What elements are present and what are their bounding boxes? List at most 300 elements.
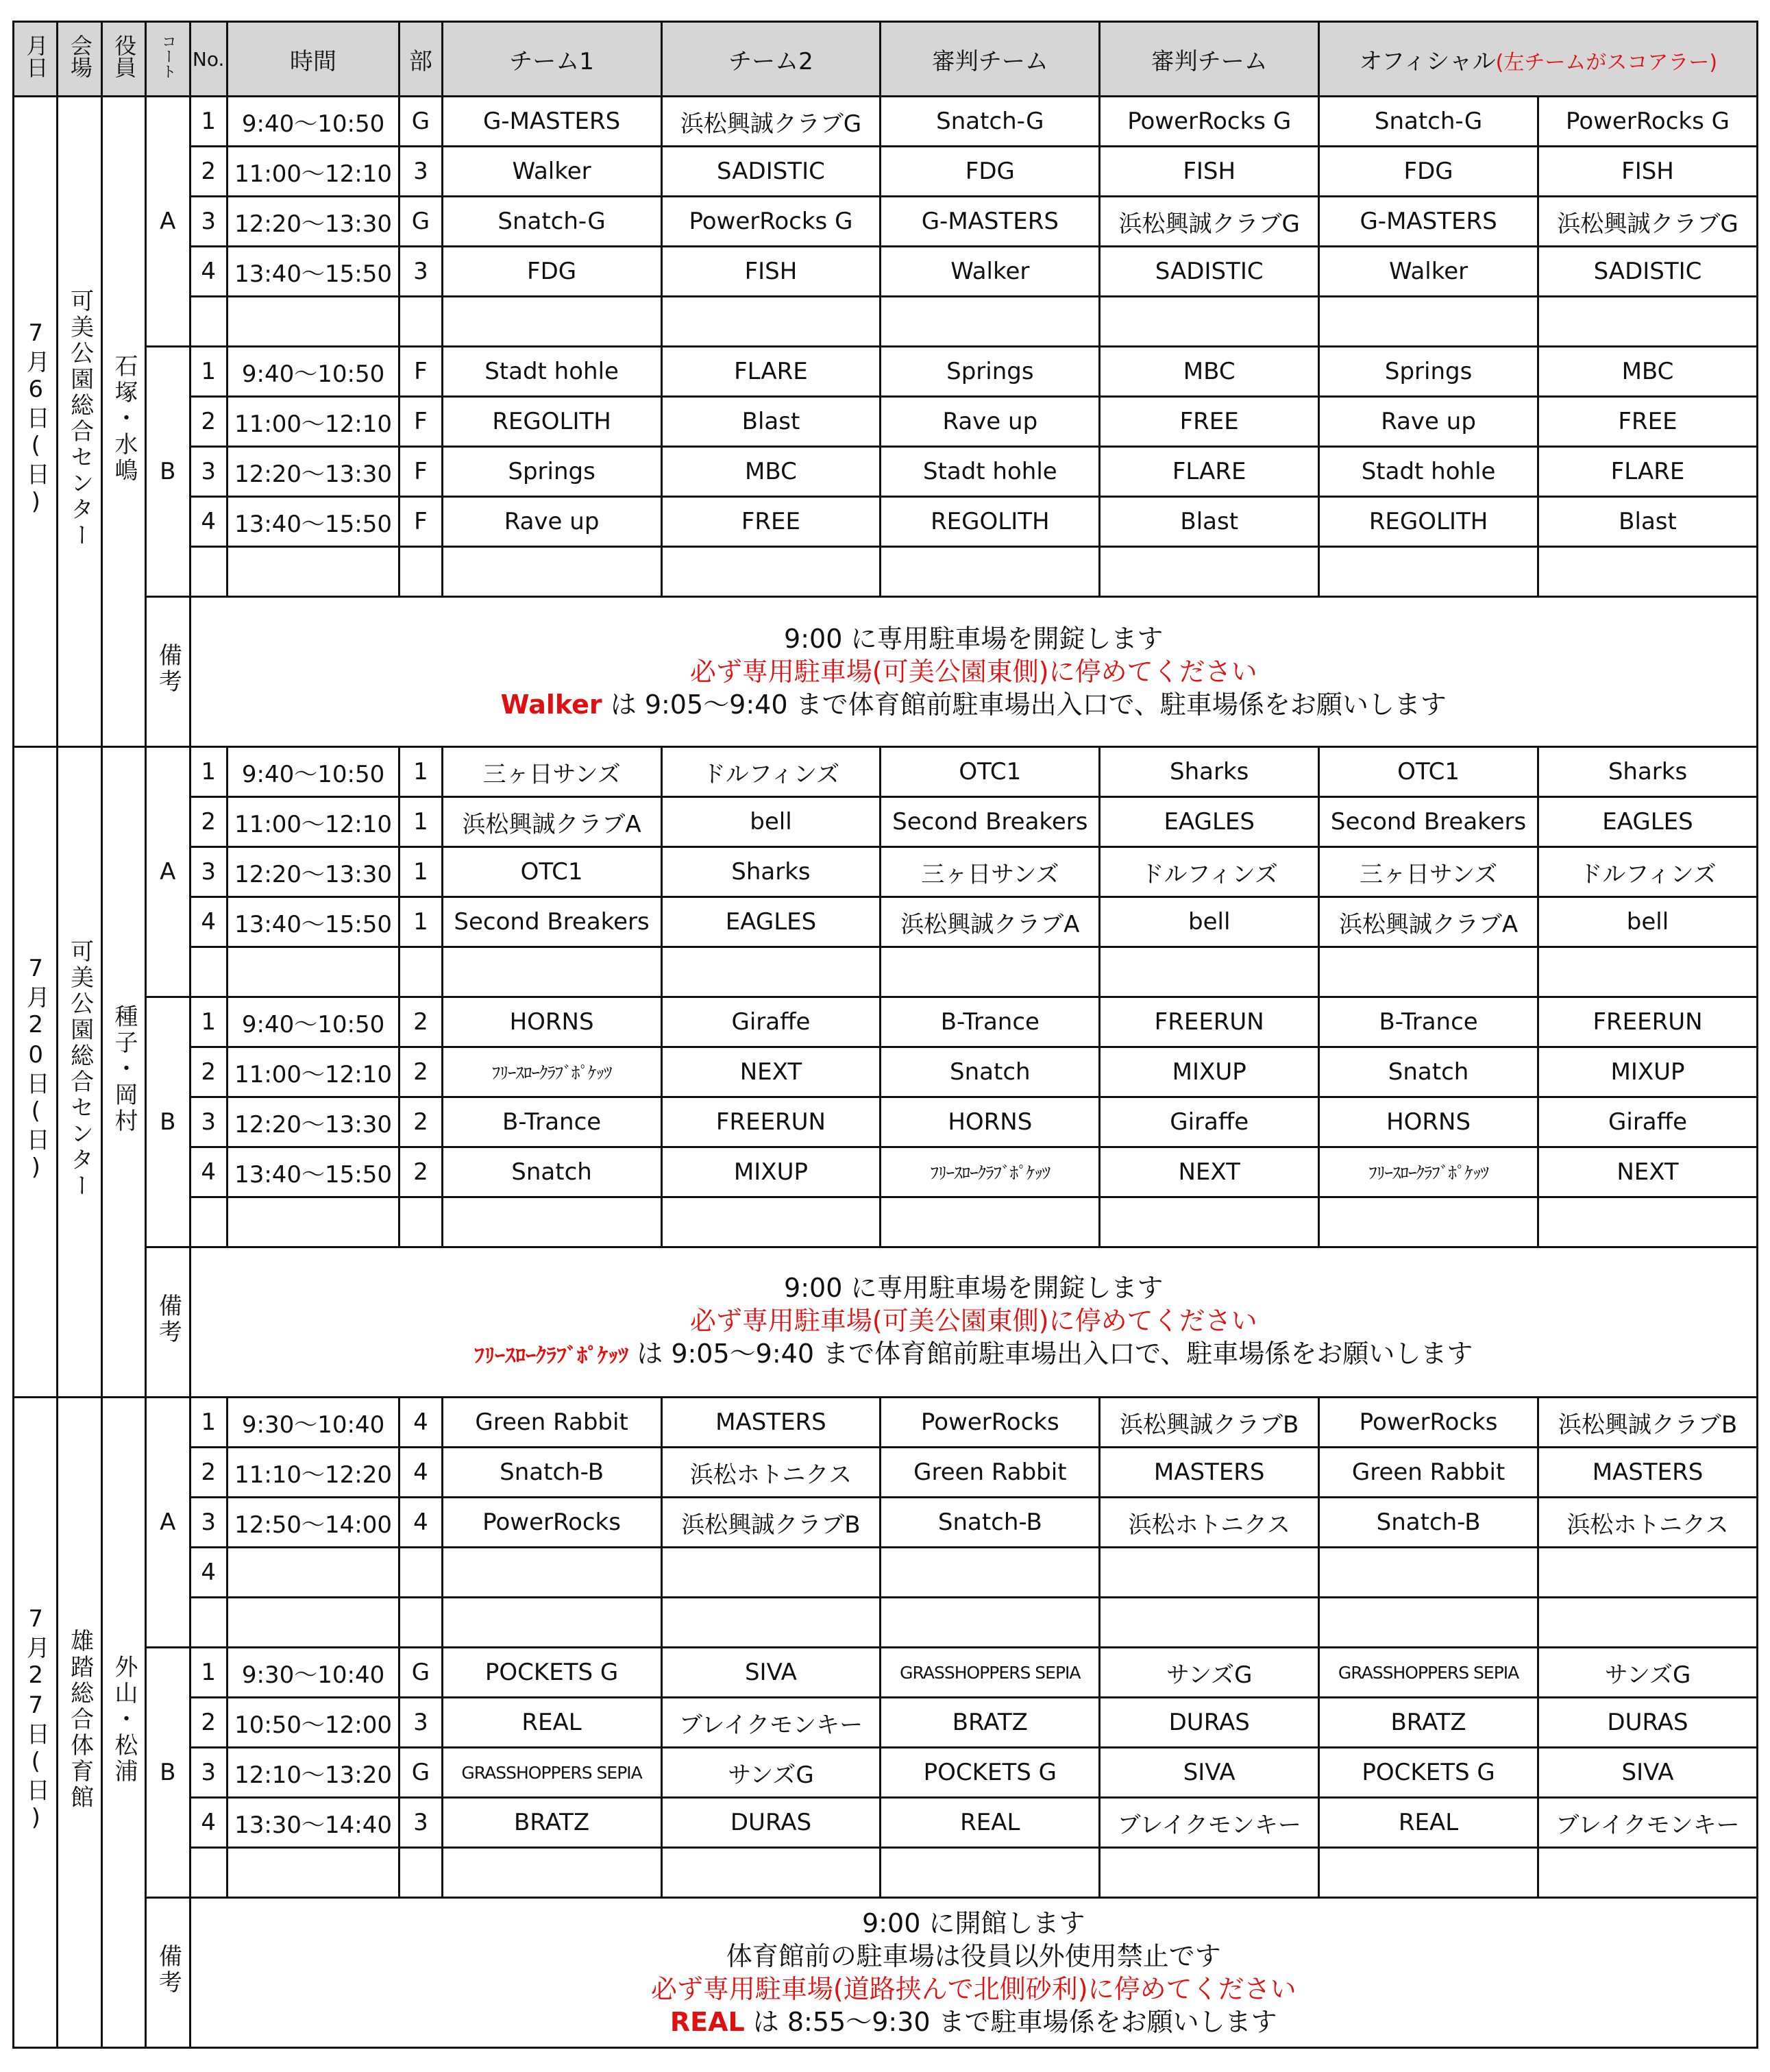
referee2: ドルフィンズ: [1100, 847, 1319, 897]
team1: [442, 297, 661, 347]
duty-team: REAL: [669, 2007, 745, 2037]
division: [400, 297, 442, 347]
team2: Sharks: [661, 847, 881, 897]
table-row: [14, 1197, 1758, 1247]
match-no: 3: [190, 197, 227, 247]
match-no: 4: [190, 1548, 227, 1598]
referee2: EAGLES: [1100, 797, 1319, 847]
team2: NEXT: [661, 1047, 881, 1097]
team2: [661, 1848, 881, 1898]
division: 2: [400, 1047, 442, 1097]
day-venue-text: 雄踏総合体育館: [66, 1628, 94, 1811]
division: [400, 947, 442, 997]
official1: ﾌﾘｰｽﾛｰｸﾗﾌﾞﾎﾟｹｯﾂ: [1319, 1147, 1538, 1197]
match-no: [190, 297, 227, 347]
official2: [1538, 1848, 1758, 1898]
table-row: [14, 247, 1758, 297]
referee1: [881, 1197, 1100, 1247]
division: [400, 1548, 442, 1598]
team1: REGOLITH: [442, 397, 661, 447]
team2: DURAS: [661, 1798, 881, 1848]
referee1: [881, 1848, 1100, 1898]
table-row: [14, 797, 1758, 847]
official1: Snatch-B: [1319, 1498, 1538, 1548]
official2: [1538, 547, 1758, 597]
notes-label: [146, 1898, 190, 2048]
division: 3: [400, 247, 442, 297]
team2: PowerRocks G: [661, 197, 881, 247]
table-row: [14, 147, 1758, 197]
table-row: [14, 347, 1758, 397]
notes-line-parking: 必ず専用駐車場(道路挟んで北側砂利)に停めてください: [650, 1974, 1296, 2004]
match-no: 1: [190, 97, 227, 147]
notes-label-text: 備考: [154, 1943, 182, 1996]
official2: EAGLES: [1538, 797, 1758, 847]
referee2: [1100, 1197, 1319, 1247]
match-no: 1: [190, 347, 227, 397]
referee2: FREE: [1100, 397, 1319, 447]
table-row: [14, 1798, 1758, 1848]
official2: ドルフィンズ: [1538, 847, 1758, 897]
referee1: Stadt hohle: [881, 447, 1100, 497]
referee2: [1100, 297, 1319, 347]
match-time: 13:40〜15:50: [227, 497, 399, 547]
referee1: HORNS: [881, 1097, 1100, 1147]
team2: ブレイクモンキー: [661, 1698, 881, 1748]
team2: FREERUN: [661, 1097, 881, 1147]
table-row: [14, 1398, 1758, 1448]
division: 3: [400, 147, 442, 197]
header-staff: 役員: [101, 22, 145, 97]
court-label: A: [146, 97, 190, 347]
team2: サンズG: [661, 1748, 881, 1798]
match-time: [227, 547, 399, 597]
match-time: 11:00〜12:10: [227, 1047, 399, 1097]
team2: [661, 1598, 881, 1648]
official2: [1538, 1548, 1758, 1598]
team1: B-Trance: [442, 1097, 661, 1147]
division: 1: [400, 847, 442, 897]
referee1: 浜松興誠クラブA: [881, 897, 1100, 947]
match-time: 11:00〜12:10: [227, 797, 399, 847]
schedule-table: [12, 21, 1758, 2049]
referee2: Blast: [1100, 497, 1319, 547]
referee1: Snatch-G: [881, 97, 1100, 147]
match-no: 3: [190, 1498, 227, 1548]
team2: Blast: [661, 397, 881, 447]
referee2: 浜松興誠クラブG: [1100, 197, 1319, 247]
match-no: [190, 1197, 227, 1247]
referee2: FREERUN: [1100, 997, 1319, 1047]
notes-line-duty: [191, 1337, 1757, 1373]
team2: [661, 297, 881, 347]
match-no: 4: [190, 897, 227, 947]
table-row: [14, 297, 1758, 347]
division: 3: [400, 1698, 442, 1748]
table-row: [14, 197, 1758, 247]
official2: [1538, 1197, 1758, 1247]
official2: 浜松興誠クラブG: [1538, 197, 1758, 247]
official1: B-Trance: [1319, 997, 1538, 1047]
match-no: 3: [190, 847, 227, 897]
referee2: SADISTIC: [1100, 247, 1319, 297]
division: G: [400, 97, 442, 147]
match-no: 4: [190, 1147, 227, 1197]
team1: Rave up: [442, 497, 661, 547]
notes-label-text: 備考: [154, 642, 182, 695]
team1: GRASSHOPPERS SEPIA: [442, 1748, 661, 1798]
referee1: OTC1: [881, 747, 1100, 797]
referee2: サンズG: [1100, 1648, 1319, 1698]
official1: [1319, 1598, 1538, 1648]
referee1: 三ヶ日サンズ: [881, 847, 1100, 897]
day-date: [14, 97, 58, 747]
court-label: B: [146, 347, 190, 597]
match-time: 13:40〜15:50: [227, 1147, 399, 1197]
official1: Stadt hohle: [1319, 447, 1538, 497]
team1: 三ヶ日サンズ: [442, 747, 661, 797]
official2: SADISTIC: [1538, 247, 1758, 297]
official1: [1319, 1197, 1538, 1247]
table-row: [14, 1147, 1758, 1197]
header-no: No.: [190, 22, 227, 97]
duty-text: は 8:55〜9:30 まで駐車場係をお願いします: [744, 2007, 1277, 2037]
team1: BRATZ: [442, 1798, 661, 1848]
official2: [1538, 1598, 1758, 1648]
match-time: 10:50〜12:00: [227, 1698, 399, 1748]
referee2: FLARE: [1100, 447, 1319, 497]
match-no: 3: [190, 447, 227, 497]
official1: REGOLITH: [1319, 497, 1538, 547]
match-no: 4: [190, 1798, 227, 1848]
notes-line-parking: 必ず専用駐車場(可美公園東側)に停めてください: [689, 1306, 1257, 1336]
official1: G-MASTERS: [1319, 197, 1538, 247]
referee1: [881, 1548, 1100, 1598]
referee1: BRATZ: [881, 1698, 1100, 1748]
referee1: [881, 297, 1100, 347]
official1: Snatch-G: [1319, 97, 1538, 147]
match-no: 2: [190, 1698, 227, 1748]
header-row: [14, 22, 1758, 97]
official1: REAL: [1319, 1798, 1538, 1848]
team2: FLARE: [661, 347, 881, 397]
duty-team: Walker: [500, 690, 602, 720]
official2: MASTERS: [1538, 1448, 1758, 1498]
notes-line-duty: [191, 688, 1757, 721]
official1: BRATZ: [1319, 1698, 1538, 1748]
header-referee2: 審判チーム: [1100, 22, 1319, 97]
official1: GRASSHOPPERS SEPIA: [1319, 1648, 1538, 1698]
header-official-label: オフィシャル: [1359, 47, 1496, 75]
notes-label: [146, 1247, 190, 1398]
day-staff: [101, 1398, 145, 2048]
day-staff: [101, 97, 145, 747]
match-time: [227, 1848, 399, 1898]
notes-row: [14, 1898, 1758, 2048]
official1: Springs: [1319, 347, 1538, 397]
court-label: A: [146, 747, 190, 997]
day-staff: [101, 747, 145, 1398]
official1: PowerRocks: [1319, 1398, 1538, 1448]
match-time: 13:40〜15:50: [227, 897, 399, 947]
day-date: [14, 747, 58, 1398]
header-referee1: 審判チーム: [881, 22, 1100, 97]
table-row: [14, 1598, 1758, 1648]
official1: 三ヶ日サンズ: [1319, 847, 1538, 897]
match-time: 9:30〜10:40: [227, 1398, 399, 1448]
official1: [1319, 297, 1538, 347]
official2: サンズG: [1538, 1648, 1758, 1698]
match-time: [227, 1197, 399, 1247]
day-date-text: 7月27日(日): [22, 1605, 50, 1834]
team2: [661, 1197, 881, 1247]
referee2: bell: [1100, 897, 1319, 947]
team1: [442, 947, 661, 997]
team2: [661, 947, 881, 997]
day-staff-text: 外山・松浦: [110, 1654, 138, 1785]
team1: OTC1: [442, 847, 661, 897]
division: F: [400, 397, 442, 447]
official2: Blast: [1538, 497, 1758, 547]
team1: FDG: [442, 247, 661, 297]
table-row: [14, 1698, 1758, 1748]
team2: bell: [661, 797, 881, 847]
notes-line-duty: [191, 2006, 1757, 2038]
match-time: 12:10〜13:20: [227, 1748, 399, 1798]
header-date: 月日: [14, 22, 58, 97]
division: 1: [400, 747, 442, 797]
official2: MBC: [1538, 347, 1758, 397]
referee2: MIXUP: [1100, 1047, 1319, 1097]
team1: G-MASTERS: [442, 97, 661, 147]
division: G: [400, 197, 442, 247]
team1: Green Rabbit: [442, 1398, 661, 1448]
referee1: [881, 547, 1100, 597]
referee2: 浜松ホトニクス: [1100, 1498, 1319, 1548]
official2: bell: [1538, 897, 1758, 947]
match-no: 2: [190, 1047, 227, 1097]
referee1: POCKETS G: [881, 1748, 1100, 1798]
official1: [1319, 1848, 1538, 1898]
team1: [442, 1197, 661, 1247]
table-row: [14, 1097, 1758, 1147]
referee1: ﾌﾘｰｽﾛｰｸﾗﾌﾞﾎﾟｹｯﾂ: [881, 1147, 1100, 1197]
division: [400, 1848, 442, 1898]
match-time: 12:20〜13:30: [227, 847, 399, 897]
duty-team: ﾌﾘｰｽﾛｰｸﾗﾌﾞﾎﾟｹｯﾂ: [474, 1344, 629, 1368]
match-no: 1: [190, 1398, 227, 1448]
official2: MIXUP: [1538, 1047, 1758, 1097]
match-time: 11:00〜12:10: [227, 397, 399, 447]
match-no: 2: [190, 397, 227, 447]
match-no: 2: [190, 147, 227, 197]
match-no: 4: [190, 497, 227, 547]
match-no: 2: [190, 1448, 227, 1498]
division: G: [400, 1648, 442, 1698]
official1: [1319, 947, 1538, 997]
table-row: [14, 447, 1758, 497]
team1: Snatch: [442, 1147, 661, 1197]
team1: Second Breakers: [442, 897, 661, 947]
official2: 浜松興誠クラブB: [1538, 1398, 1758, 1448]
official2: FLARE: [1538, 447, 1758, 497]
division: G: [400, 1748, 442, 1798]
referee2: DURAS: [1100, 1698, 1319, 1748]
table-row: [14, 397, 1758, 447]
match-time: [227, 297, 399, 347]
division: F: [400, 497, 442, 547]
day-date-text: 7月6日(日): [22, 319, 50, 518]
match-time: 9:40〜10:50: [227, 747, 399, 797]
table-row: [14, 997, 1758, 1047]
referee2: [1100, 947, 1319, 997]
division: [400, 1598, 442, 1648]
match-time: 12:20〜13:30: [227, 447, 399, 497]
match-time: [227, 947, 399, 997]
team1: Walker: [442, 147, 661, 197]
team2: SIVA: [661, 1648, 881, 1698]
official1: Walker: [1319, 247, 1538, 297]
division: 2: [400, 1147, 442, 1197]
referee2: [1100, 547, 1319, 597]
division: 4: [400, 1398, 442, 1448]
official1: 浜松興誠クラブA: [1319, 897, 1538, 947]
table-row: [14, 947, 1758, 997]
division: 3: [400, 1798, 442, 1848]
official1: OTC1: [1319, 747, 1538, 797]
referee1: PowerRocks: [881, 1398, 1100, 1448]
match-time: 12:20〜13:30: [227, 197, 399, 247]
official2: Giraffe: [1538, 1097, 1758, 1147]
match-no: 1: [190, 1648, 227, 1698]
team1: ﾌﾘｰｽﾛｰｸﾗﾌﾞﾎﾟｹｯﾂ: [442, 1047, 661, 1097]
referee1: REAL: [881, 1798, 1100, 1848]
notes-content: [190, 597, 1758, 747]
notes-content: [190, 1247, 1758, 1398]
team2: FISH: [661, 247, 881, 297]
team2: MASTERS: [661, 1398, 881, 1448]
official2: [1538, 947, 1758, 997]
match-time: 13:40〜15:50: [227, 247, 399, 297]
official1: FDG: [1319, 147, 1538, 197]
day-venue: [58, 97, 101, 747]
duty-text: は 9:05〜9:40 まで体育館前駐車場出入口で、駐車場係をお願いします: [602, 690, 1447, 720]
official2: DURAS: [1538, 1698, 1758, 1748]
division: [400, 1197, 442, 1247]
day-venue-text: 可美公園総合センター: [66, 288, 94, 549]
referee1: Snatch-B: [881, 1498, 1100, 1548]
table-row: [14, 847, 1758, 897]
match-time: 12:20〜13:30: [227, 1097, 399, 1147]
team2: MBC: [661, 447, 881, 497]
notes-label-text: 備考: [154, 1293, 182, 1345]
division: 2: [400, 1097, 442, 1147]
referee2: ブレイクモンキー: [1100, 1798, 1319, 1848]
team1: [442, 1598, 661, 1648]
official2: FREERUN: [1538, 997, 1758, 1047]
official1: Rave up: [1319, 397, 1538, 447]
team1: [442, 1548, 661, 1598]
referee1: G-MASTERS: [881, 197, 1100, 247]
official1: [1319, 1548, 1538, 1598]
referee2: MBC: [1100, 347, 1319, 397]
day-staff-text: 種子・岡村: [110, 1003, 138, 1134]
match-no: 3: [190, 1748, 227, 1798]
header-official: [1319, 22, 1758, 97]
notes-row: [14, 597, 1758, 747]
match-no: 1: [190, 997, 227, 1047]
official2: FREE: [1538, 397, 1758, 447]
table-row: [14, 497, 1758, 547]
division: 4: [400, 1498, 442, 1548]
match-time: [227, 1598, 399, 1648]
notes-line-open: 9:00 に専用駐車場を開錠します: [784, 624, 1164, 654]
team2: MIXUP: [661, 1147, 881, 1197]
match-time: 9:30〜10:40: [227, 1648, 399, 1698]
match-time: 9:40〜10:50: [227, 997, 399, 1047]
division: 1: [400, 797, 442, 847]
referee2: MASTERS: [1100, 1448, 1319, 1498]
team1: HORNS: [442, 997, 661, 1047]
team2: ドルフィンズ: [661, 747, 881, 797]
match-no: [190, 547, 227, 597]
match-time: 12:50〜14:00: [227, 1498, 399, 1548]
table-row: [14, 547, 1758, 597]
team1: REAL: [442, 1698, 661, 1748]
referee1: REGOLITH: [881, 497, 1100, 547]
referee2: [1100, 1548, 1319, 1598]
table-row: [14, 97, 1758, 147]
official1: HORNS: [1319, 1097, 1538, 1147]
table-row: [14, 1498, 1758, 1548]
referee2: [1100, 1848, 1319, 1898]
official1: [1319, 547, 1538, 597]
team2: [661, 547, 881, 597]
referee1: Snatch: [881, 1047, 1100, 1097]
referee1: FDG: [881, 147, 1100, 197]
court-label: B: [146, 1648, 190, 1898]
table-row: [14, 1548, 1758, 1598]
team2: [661, 1548, 881, 1598]
team2: EAGLES: [661, 897, 881, 947]
day-date: [14, 1398, 58, 2048]
day-venue: [58, 747, 101, 1398]
official2: 浜松ホトニクス: [1538, 1498, 1758, 1548]
notes-line-open: 9:00 に開館します: [862, 1908, 1085, 1938]
header-court: コート: [146, 22, 190, 97]
court-label: B: [146, 997, 190, 1247]
division: F: [400, 447, 442, 497]
table-row: [14, 1748, 1758, 1798]
official1: Second Breakers: [1319, 797, 1538, 847]
referee1: Rave up: [881, 397, 1100, 447]
notes-label: [146, 597, 190, 747]
duty-text: は 9:05〜9:40 まで体育館前駐車場出入口で、駐車場係をお願いします: [628, 1339, 1473, 1369]
match-no: 2: [190, 797, 227, 847]
official2: Sharks: [1538, 747, 1758, 797]
referee2: Giraffe: [1100, 1097, 1319, 1147]
match-no: [190, 1848, 227, 1898]
notes-line-open: 9:00 に専用駐車場を開錠します: [784, 1273, 1164, 1303]
header-official-note: (左チームがスコアラー): [1495, 50, 1718, 75]
match-no: [190, 947, 227, 997]
notes-line-parking: 必ず専用駐車場(可美公園東側)に停めてください: [689, 657, 1257, 687]
division: F: [400, 347, 442, 397]
notes-content: [190, 1898, 1758, 2048]
referee2: 浜松興誠クラブB: [1100, 1398, 1319, 1448]
referee1: Second Breakers: [881, 797, 1100, 847]
referee2: NEXT: [1100, 1147, 1319, 1197]
